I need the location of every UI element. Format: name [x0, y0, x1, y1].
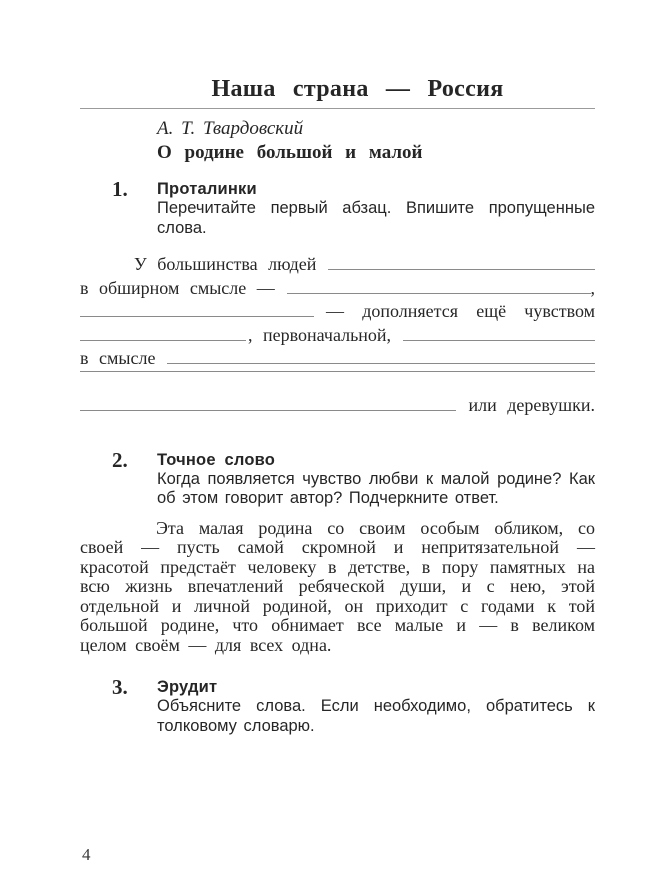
- page-title: Наша страна — Россия: [211, 76, 504, 102]
- page-number: 4: [82, 845, 91, 864]
- author-name: А. Т. Твардовский: [157, 118, 304, 139]
- fill-line: [80, 324, 595, 348]
- blank-line[interactable]: [80, 410, 456, 411]
- title-divider: [80, 108, 595, 109]
- task-3: [80, 677, 595, 736]
- task-instruction: Когда появляется чувство любви к малой родине? Как об этом говорит автор? Подчеркните ответ.: [157, 469, 595, 507]
- fill-text: , первоначальной,: [248, 324, 392, 345]
- task-instruction: Перечитайте первый абзац. Впишите пропущенные слова.: [157, 199, 595, 237]
- fill-in-block: [80, 253, 595, 418]
- blank-line[interactable]: [80, 340, 246, 341]
- fill-text: У большинства людей: [134, 254, 317, 274]
- passage-paragraph[interactable]: Эта малая родина со своим особым обликом, со своей — пусть самой скромной и непритязательной — красотой предстаёт человеку в детстве, в пору памятных на всю жизнь впечатлений ребяческой души, и с нею, этой отдельной и личной родиной, он приходит с годами к той большой родине, что обнимает все малые и — в великом целом своём — для всех одна.: [80, 517, 595, 655]
- page-content: [80, 75, 595, 736]
- fill-line: [80, 277, 595, 301]
- task-instruction: Объясните слова. Если необходимо, обратитесь к толковому словарю.: [157, 697, 595, 735]
- fill-text: — дополняется ещё чувством: [326, 301, 595, 321]
- fill-text: ,: [590, 277, 595, 298]
- blank-line[interactable]: [287, 293, 591, 294]
- fill-line: [80, 300, 595, 324]
- fill-line: [80, 253, 595, 277]
- blank-line[interactable]: [328, 269, 595, 270]
- blank-line[interactable]: [80, 371, 595, 372]
- task-number: 3.: [112, 675, 128, 699]
- task-2: [80, 447, 595, 509]
- task-number: 2.: [112, 447, 128, 472]
- blank-line[interactable]: [403, 340, 595, 341]
- fill-line: [80, 347, 595, 371]
- blank-line[interactable]: [167, 363, 595, 364]
- fill-text: или деревушки.: [468, 395, 595, 415]
- fill-line: [80, 394, 595, 418]
- task-number: 1.: [112, 177, 128, 201]
- text-title: О родине большой и малой: [157, 142, 423, 163]
- blank-line[interactable]: [80, 316, 314, 317]
- fill-text: в смысле: [80, 348, 156, 368]
- fill-line: [80, 371, 595, 395]
- fill-text: в обширном смысле —: [80, 277, 275, 298]
- task-title: Точное слово: [157, 450, 276, 469]
- task-title: Проталинки: [157, 180, 257, 198]
- task-title: Эрудит: [157, 678, 218, 696]
- task-1: [80, 179, 595, 238]
